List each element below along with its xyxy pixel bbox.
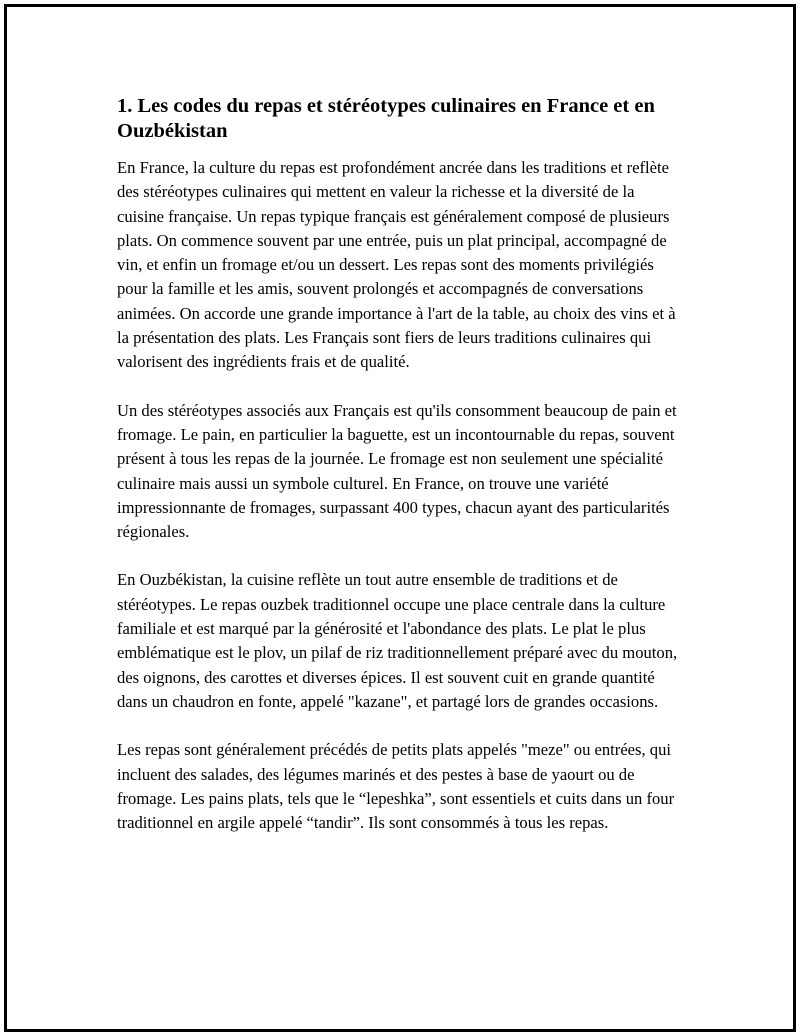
paragraph-french-stereotypes: Un des stéréotypes associés aux Français est qu'ils consomment beaucoup de pain et fromage. Le pain, en particulier la baguette, est un incontournable du repas, souvent présent à tous les repas de la journée. Le fromage est non seulement une spécialité culinaire mais aussi un symbole culturel. En France, on trouve une variété impressionnante de fromages, surpassant 400 types, chacun ayant des particularités régionales. xyxy=(117,400,677,542)
section-heading: 1. Les codes du repas et stéréotypes culinaires en France et en Ouzbékistan xyxy=(117,95,655,142)
paragraph-uzbek-meal-courses: Les repas sont généralement précédés de petits plats appelés "meze" ou entrées, qui incluent des salades, des légumes marinés et des pestes à base de yaourt ou de fromage. Les pains plats, tels que le “lepeshka”, sont essentiels et cuits dans un four traditionnel en argile appelé “tandir”. Ils sont consommés à tous les repas. xyxy=(117,740,675,833)
paragraph-uzbek-cuisine: En Ouzbékistan, la cuisine reflète un tout autre ensemble de traditions et de stéréotypes. Le repas ouzbek traditionnel occupe une place centrale dans la culture familiale et est marqué par la générosité et l'abondance des plats. Le plat le plus emblématique est le plov, un pilaf de riz traditionnellement préparé avec du mouton, des oignons, des carottes et diverses épices. Il est souvent cuit en grande quantité dans un chaudron en fonte, appelé "kazane", et partagé lors de grandes occasions. xyxy=(117,570,678,711)
document-body xyxy=(117,94,685,859)
paragraph-france-meal: En France, la culture du repas est profondément ancrée dans les traditions et reflète des stéréotypes culinaires qui mettent en valeur la richesse et la diversité de la cuisine française. Un repas typique français est généralement composé de plusieurs plats. On commence souvent par une entrée, puis un plat principal, accompagné de vin, et enfin un fromage et/ou un dessert. Les repas sont des moments privilégiés pour la famille et les amis, souvent prolongés et accompagnés de conversations animées. On accorde une grande importance à l'art de la table, au choix des vins et à la présentation des plats. Les Français sont fiers de leurs traditions culinaires qui valorisent des ingrédients frais et de qualité. xyxy=(117,158,676,372)
